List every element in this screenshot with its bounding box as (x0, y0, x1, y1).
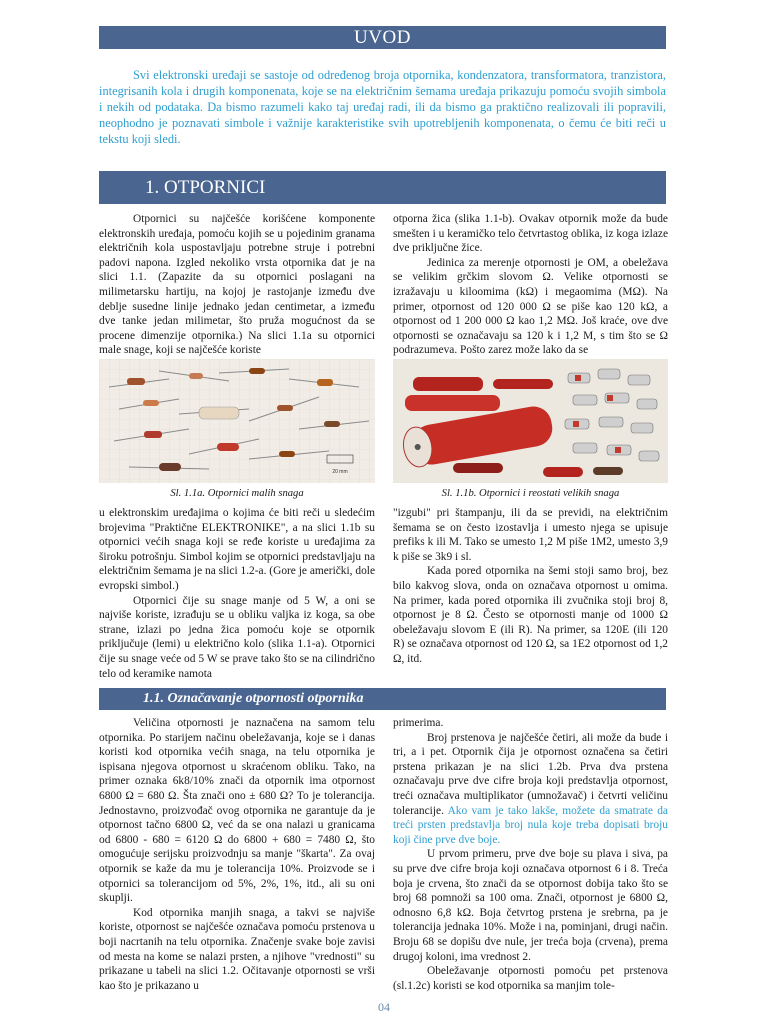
paragraph: primerima. (393, 717, 444, 729)
paragraph: Otpornici čije su snage manje od 5 W, a oni se najviše koriste, izrađuju se u obliku valjka iz koga, sa obe strane, izlazi po jedna žica pomoću koje se otpornik priključuje (lemi) u električno kolo (slika 1.1-a). Otpornici čije su snage veće od 5 W se prave tako što se na cilindrično telo od keramike namota (99, 594, 375, 680)
small-resistors-illustration (99, 359, 375, 483)
section-right-column-bottom (393, 506, 668, 667)
section-title: 1. OTPORNICI (145, 177, 266, 198)
large-resistors-illustration (393, 359, 668, 483)
uvod-title: UVOD (354, 27, 411, 48)
uvod-header (99, 26, 666, 49)
figure-caption-b: Sl. 1.1b. Otpornici i reostati velikih snaga (441, 488, 620, 499)
paragraph: u elektronskim uređajima o kojima će biti reči u sledećim brojevima "Praktične ELEKTRONIKE", a na slici 1.1b su otpornici većih snaga koji se ređe koriste u uređajima za široku potrošnju. Simbol kojim se otpornici predstavljaju na električnim šemama je na slici 1.2-a. (Gore je američki, dole evropski simbol.) (99, 507, 375, 592)
section-left-column-bottom (99, 506, 375, 681)
paragraph: Veličina otpornosti je naznačena na samom telu otpornika. Po starijem načinu obeležavanja, koje se i danas koristi kod otpornika većih snaga, na telu otpornika je ispisana njegova otpornost u skraćenom obliku. Tako, na primer oznaka 6k8/10% znači da otpornik ima otpornost 6800 Ω = 680 Ω. Šta znači ono ± 680 Ω? To je tolerancija. Jednostavno, proizvođač ovog otpornika ne garantuje da je otpornost tačno 6800 Ω, već da se ona nalazi u granicama od 6800 - 680 = 6120 Ω do 6800 + 680 = 7480 Ω, što omogućuje serijsku proizvodnju sa manje "škarta". Za ovaj otpornik se kaže da mu je tolerancija 10%. Proizvode se i otpornici sa tolerancijom od 5%, 2%, 1%, itd., ali su oni skuplji. (99, 717, 375, 905)
subsection-right-column (393, 716, 668, 993)
paragraph: "izgubi" pri štampanju, ili da se previdi, na električnim šemama se on često izostavlja i umesto njega se upisuje prefiks k ili M. Tako se umesto 1,2 M piše 1M2, umesto 3,9 k piše se 3k9 i sl. (393, 507, 668, 563)
paragraph: U prvom primeru, prve dve boje su plava i siva, pa su prve dve cifre broja koji označava otpornost 6 i 8. Treća boja je crvena, što znači da se otpornost dobija tako što se broj 68 pomnoži sa 100 oma. Znači, otpornost je 6800 Ω, odnosno 6,8 kΩ. Boja četvrtog prstena je srebrna, pa je tolerancija jednaka 10%. Može i na, pominjani, drugi način. Broju 68 se dopišu dve nule, jer treća boja (crvena), prema drugoj koloni, ima vrednost 2. (393, 848, 668, 963)
paragraph: Obeležavanje otpornosti pomoću pet prstenova (sl.1.2c) koristi se kod otpornika sa manjim tole- (393, 965, 668, 992)
figure-large-resistors-photo (393, 359, 668, 483)
paragraph: Kada pored otpornika na šemi stoji samo broj, bez bilo kakvog slova, onda on označava otpornost u omima. Na primer, kada pored otpornika ili zvučnika stoji broj 8, otpornost je 8 Ω. Često se otpornosti manje od 1000 Ω obeležavaju slovom E (ili R). Na primer, sa 120E (ili 120 R) se označava otpornost od 120 Ω, sa 1E2 otpornost od 1,2 Ω, itd. (393, 565, 668, 665)
paragraph-text: Broj prstenova je najčešće četiri, ali može da bude i tri, a i pet. Otpornik čija je otpornost označena sa četiri prstena prikazan je na slici 1.2b. Prva dva prstena označavaju prve dve cifre broja koji predstavlja otpornost, treći označava multiplikator (umnožavač) i četvrti veličinu tolerancije. (393, 731, 668, 817)
paragraph: Jedinica za merenje otpornosti je OM, a obeležava se velikim grčkim slovom Ω. Velike otpornosti se izražavaju u kiloomima (kΩ) i megaomima (MΩ). Na primer, otpornost od 120 000 Ω se piše kao 120 kΩ, a otpornost od 1 200 000 Ω kao 1,2 MΩ. Još kraće, ove dve otpornosti se označavaju sa 120 k i 1,2 M, s tim što se Ω podrazumeva. Pošto zarez može lako da se (393, 256, 668, 357)
paragraph: Otpornici su najčešće korišćene komponente elektronskih uređaja, pomoću kojih se u pojedinim granama električnih kola uspostavljaju potrebne struje i potrebni padovi napona. Izgled nekoliko vrsta otpornika dat je na slici 1.1. (Zapazite da su otpornici poslagani na milimetarsku hartiju, na kojoj je rastojanje između dve deblje susedne linije jednako jedan centimetar, a između dve tanke jedan milimetar, što pruža mogućnost da se procene dimenzije otpornika.) Na slici 1.1a su otpornici male snage, koji se najčešće koriste (99, 213, 375, 357)
subsection-left-column (99, 716, 375, 993)
section-header (99, 171, 666, 204)
paragraph: Kod otpornika manjih snaga, a takvi se najviše koriste, otpornost se najčešće označava pomoću prstenova u boji nacrtanih na telu otpornika. Značenje svake boje zavisi od mesta na kome se nalazi prsten, a njihove "vrednosti" su prikazane u tabeli na slici 1.2. Očitavanje otpornosti se vrši kao što je prikazano u (99, 906, 375, 992)
section-right-column-top (393, 212, 668, 358)
figure-small-resistors-photo (99, 359, 375, 483)
page-number: 04 (378, 1000, 390, 1014)
subsection-title: 1.1. Označavanje otpornosti otpornika (143, 691, 364, 706)
paragraph: otporna žica (slika 1.1-b). Ovakav otpornik može da bude smešten i u keramičko telo četvrtastog oblika, iz koga izlaze dve priključne žice. (393, 213, 668, 255)
paragraph (393, 731, 668, 848)
figure-caption-a: Sl. 1.1a. Otpornici malih snaga (170, 488, 304, 499)
highlighted-note: Ako vam je tako lakše, možete da smatrate da treći prsten predstavlja broj nula koje treba dopisati broju koji čine prve dve boje. (393, 804, 668, 846)
ruler-label: 20 mm (332, 469, 348, 475)
subsection-header (99, 688, 666, 710)
uvod-intro-text: Svi elektronski uređaji se sastoje od određenog broja otpornika, kondenzatora, transformatora, tranzistora, integrisanih kola i drugih komponenata, koje se na električnim šemama uređaja prikazuju pomoću svojih simbola i nekih od podataka. Da bismo razumeli kako taj uređaj radi, ili da bismo ga praktično realizovali ili popravili, neophodno je poznavati simbole i važnije karakteristike svih upotrebljenih komponenata, o čemu će biti reči u tekstu koji sledi. (99, 68, 666, 146)
section-left-column-top (99, 212, 375, 358)
